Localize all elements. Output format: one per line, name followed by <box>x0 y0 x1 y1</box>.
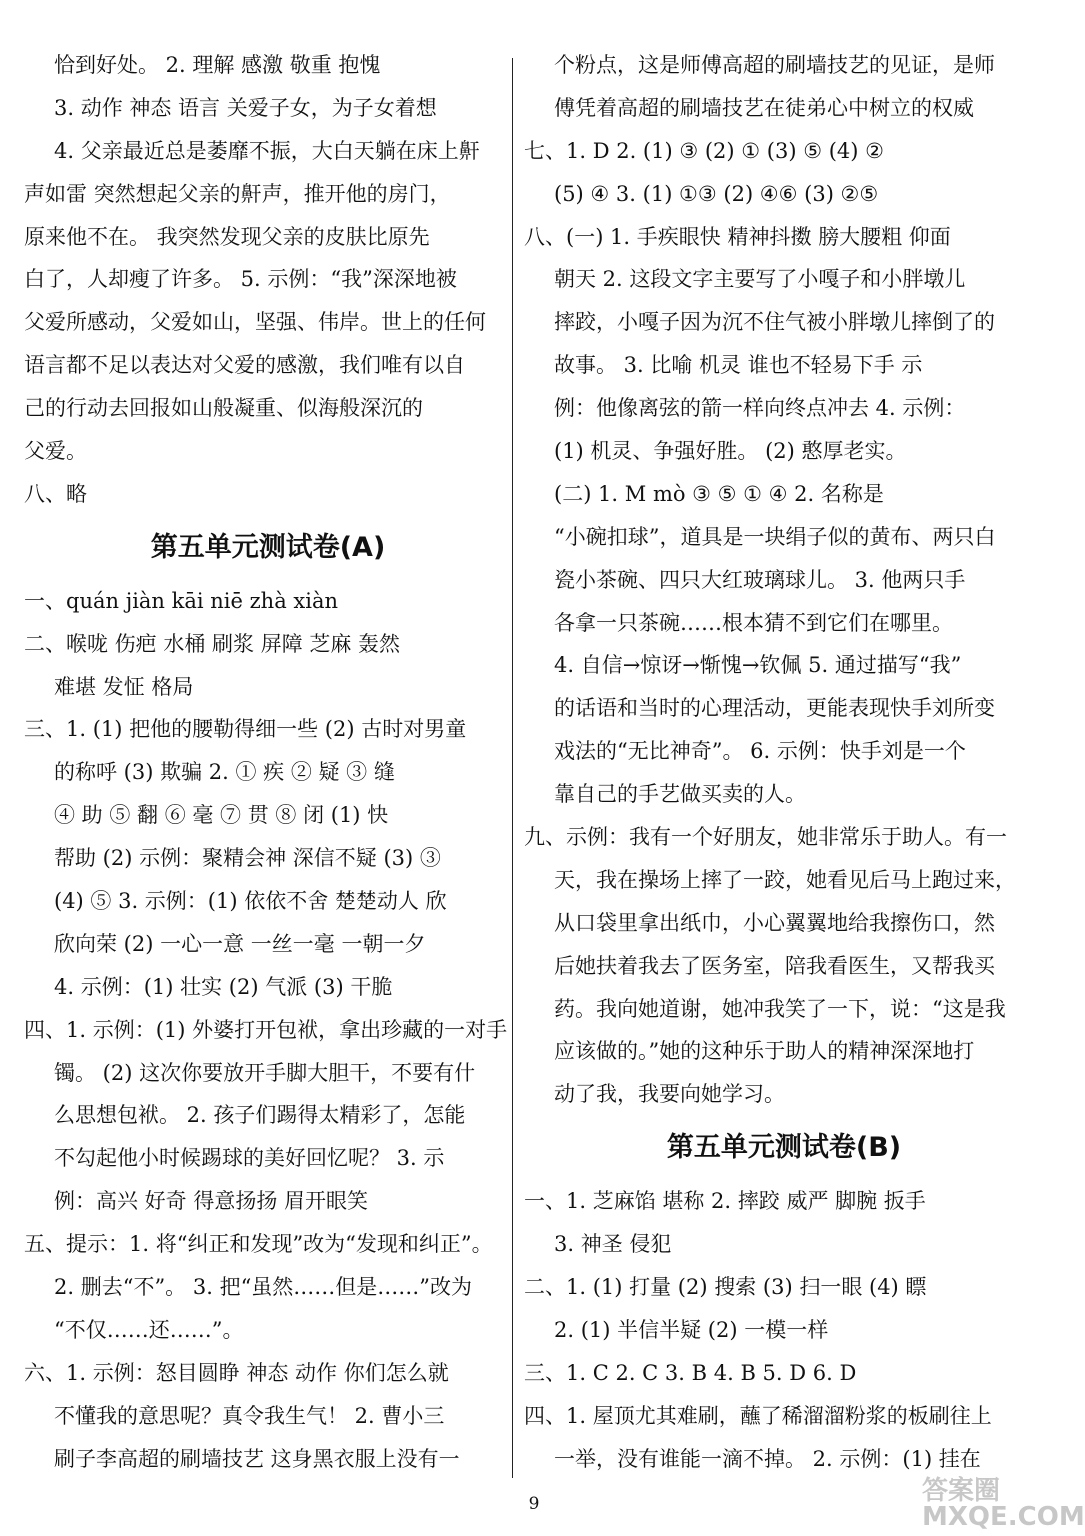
answer-line: 4. 父亲最近总是萎靡不振，大白天躺在床上鼾 <box>54 138 480 163</box>
answer-line: 3. 神圣 侵犯 <box>554 1232 672 1257</box>
answer-line: 么思想包袱。 2. 孩子们踢得太精彩了，怎能 <box>54 1103 466 1128</box>
answer-line: (1) 机灵、争强好胜。 (2) 憨厚老实。 <box>554 439 907 464</box>
answer-line: 父爱。 <box>24 439 87 464</box>
answer-line: (二) 1. M mò ③ ⑤ ① ④ 2. 名称是 <box>554 481 884 506</box>
answer-line: 四、1. 屋顶尤其难刷，蘸了稀溜溜粉浆的板刷往上 <box>524 1403 992 1428</box>
answer-line: 傅凭着高超的刷墙技艺在徒弟心中树立的权威 <box>554 95 974 120</box>
answer-line: 天，我在操场上摔了一跤，她看见后马上跑过来， <box>554 867 1016 892</box>
answer-line: “不仅……还……”。 <box>54 1317 244 1342</box>
answer-line: 的称呼 (3) 欺骗 2. ① 疾 ② 疑 ③ 缝 <box>54 760 395 785</box>
answer-line: 例：高兴 好奇 得意扬扬 眉开眼笑 <box>54 1189 369 1214</box>
left-column <box>24 44 512 1481</box>
answer-line: 一举，没有谁能一滴不掉。 2. 示例：(1) 挂在 <box>554 1446 981 1471</box>
answer-line: 瓷小茶碗、四只大红玻璃球儿。 3. 他两只手 <box>554 567 966 592</box>
answer-line: 例：他像离弦的箭一样向终点冲去 4. 示例： <box>554 396 966 421</box>
answer-line: 八、(一) 1. 手疾眼快 精神抖擞 膀大腰粗 仰面 <box>524 224 951 249</box>
answer-line: 药。我向她道谢，她冲我笑了一下，说：“这是我 <box>554 996 1006 1021</box>
answer-line: 恰到好处。 2. 理解 感激 敬重 抱愧 <box>54 53 381 77</box>
answer-line: 戏法的“无比神奇”。 6. 示例：快手刘是一个 <box>554 739 966 764</box>
section-title: 第五单元测试卷(A) <box>150 531 386 563</box>
answer-line: 一、quán jiàn kāi niē zhà xiàn <box>24 588 339 613</box>
answer-line: 摔跤，小嘎子因为沉不住气被小胖墩儿摔倒了的 <box>554 310 995 335</box>
answer-line: 不勾起他小时候踢球的美好回忆呢？ 3. 示 <box>54 1146 445 1171</box>
right-column <box>524 44 1044 1481</box>
answer-line: 故事。 3. 比喻 机灵 谁也不轻易下手 示 <box>554 353 923 378</box>
answer-line: 帮助 (2) 示例：聚精会神 深信不疑 (3) ③ <box>54 846 441 871</box>
answer-line: ④ 助 ⑤ 翻 ⑥ 毫 ⑦ 贯 ⑧ 闭 (1) 快 <box>54 803 389 828</box>
answer-line: 动了我，我要向她学习。 <box>554 1082 785 1107</box>
page-number: 9 <box>528 1494 540 1514</box>
answer-line: 语言都不足以表达对父爱的感激，我们唯有以自 <box>24 353 465 378</box>
answer-line: 朝天 2. 这段文字主要写了小嘎子和小胖墩儿 <box>554 267 966 292</box>
answer-line: 三、1. C 2. C 3. B 4. B 5. D 6. D <box>524 1360 857 1385</box>
answer-line: “小碗扣球”，道具是一块绢子似的黄布、两只白 <box>554 524 996 549</box>
answer-line: 刷子李高超的刷墙技艺 这身黑衣服上没有一 <box>54 1446 460 1471</box>
answer-line: 四、1. 示例：(1) 外婆打开包袱，拿出珍藏的一对手 <box>24 1017 508 1042</box>
answer-line: 从口袋里拿出纸巾，小心翼翼地给我擦伤口，然 <box>554 910 995 935</box>
answer-line: 八、略 <box>24 481 87 506</box>
answer-line: 一、1. 芝麻馅 堪称 2. 摔跤 威严 脚腕 扳手 <box>524 1189 926 1214</box>
answer-line: 己的行动去回报如山般凝重、似海般深沉的 <box>24 396 423 421</box>
answer-line: 白了，人却瘦了许多。 5. 示例：“我”深深地被 <box>24 267 457 292</box>
answer-line: 三、1. (1) 把他的腰勒得细一些 (2) 古时对男童 <box>24 717 467 742</box>
answer-line: 4. 自信→惊讶→惭愧→钦佩 5. 通过描写“我” <box>554 653 962 678</box>
section-title: 第五单元测试卷(B) <box>666 1132 902 1164</box>
answer-line: 4. 示例：(1) 壮实 (2) 气派 (3) 干脆 <box>54 974 393 999</box>
answer-line: 七、1. D 2. (1) ③ (2) ① (3) ⑤ (4) ② <box>524 138 884 163</box>
answer-line: 的话语和当时的心理活动，更能表现快手刘所变 <box>554 696 995 721</box>
answer-line: (5) ④ 3. (1) ①③ (2) ④⑥ (3) ②⑤ <box>554 181 879 206</box>
answer-line: 二、1. (1) 打量 (2) 搜索 (3) 扫一眼 (4) 瞟 <box>524 1275 927 1300</box>
answer-line: 欣向荣 (2) 一心一意 一丝一毫 一朝一夕 <box>54 931 426 956</box>
answer-line: 3. 动作 神态 语言 关爱子女，为子女着想 <box>54 95 437 120</box>
answer-line: (4) ⑤ 3. 示例：(1) 依依不舍 楚楚动人 欣 <box>54 889 447 914</box>
answer-line: 应该做的。”她的这种乐于助人的精神深深地打 <box>554 1039 975 1064</box>
answer-line: 不懂我的意思呢？真令我生气！ 2. 曹小三 <box>54 1403 445 1428</box>
answer-line: 声如雷 突然想起父亲的鼾声，推开他的房门， <box>24 181 451 206</box>
answer-line: 九、示例：我有一个好朋友，她非常乐于助人。有一 <box>524 825 1007 850</box>
answer-line: 后她扶着我去了医务室，陪我看医生，又帮我买 <box>554 953 995 978</box>
answer-line: 五、提示：1. 将“纠正和发现”改为“发现和纠正”。 <box>24 1232 493 1257</box>
answer-line: 靠自己的手艺做买卖的人。 <box>554 782 806 807</box>
answer-line: 2. 删去“不”。 3. 把“虽然……但是……”改为 <box>54 1275 473 1300</box>
answer-line: 各拿一只茶碗……根本猜不到它们在哪里。 <box>554 610 953 635</box>
answer-line: 镯。 (2) 这次你要放开手脚大胆干，不要有什 <box>54 1060 476 1085</box>
watermark-logo: 答案圈 MXQE.COM <box>922 1476 1085 1532</box>
answer-line: 六、1. 示例：怒目圆睁 神态 动作 你们怎么就 <box>24 1360 449 1385</box>
answer-line: 二、喉咙 伤疤 水桶 刷浆 屏障 芝麻 轰然 <box>24 631 401 656</box>
answer-line: 难堪 发怔 格局 <box>54 674 194 699</box>
answer-line: 父爱所感动，父爱如山，坚强、伟岸。世上的任何 <box>24 310 486 335</box>
answer-line: 原来他不在。 我突然发现父亲的皮肤比原先 <box>24 224 430 249</box>
column-divider <box>512 58 513 1478</box>
answer-line: 2. (1) 半信半疑 (2) 一模一样 <box>554 1317 829 1342</box>
answer-line: 个粉点，这是师傅高超的刷墙技艺的见证，是师 <box>554 53 995 77</box>
